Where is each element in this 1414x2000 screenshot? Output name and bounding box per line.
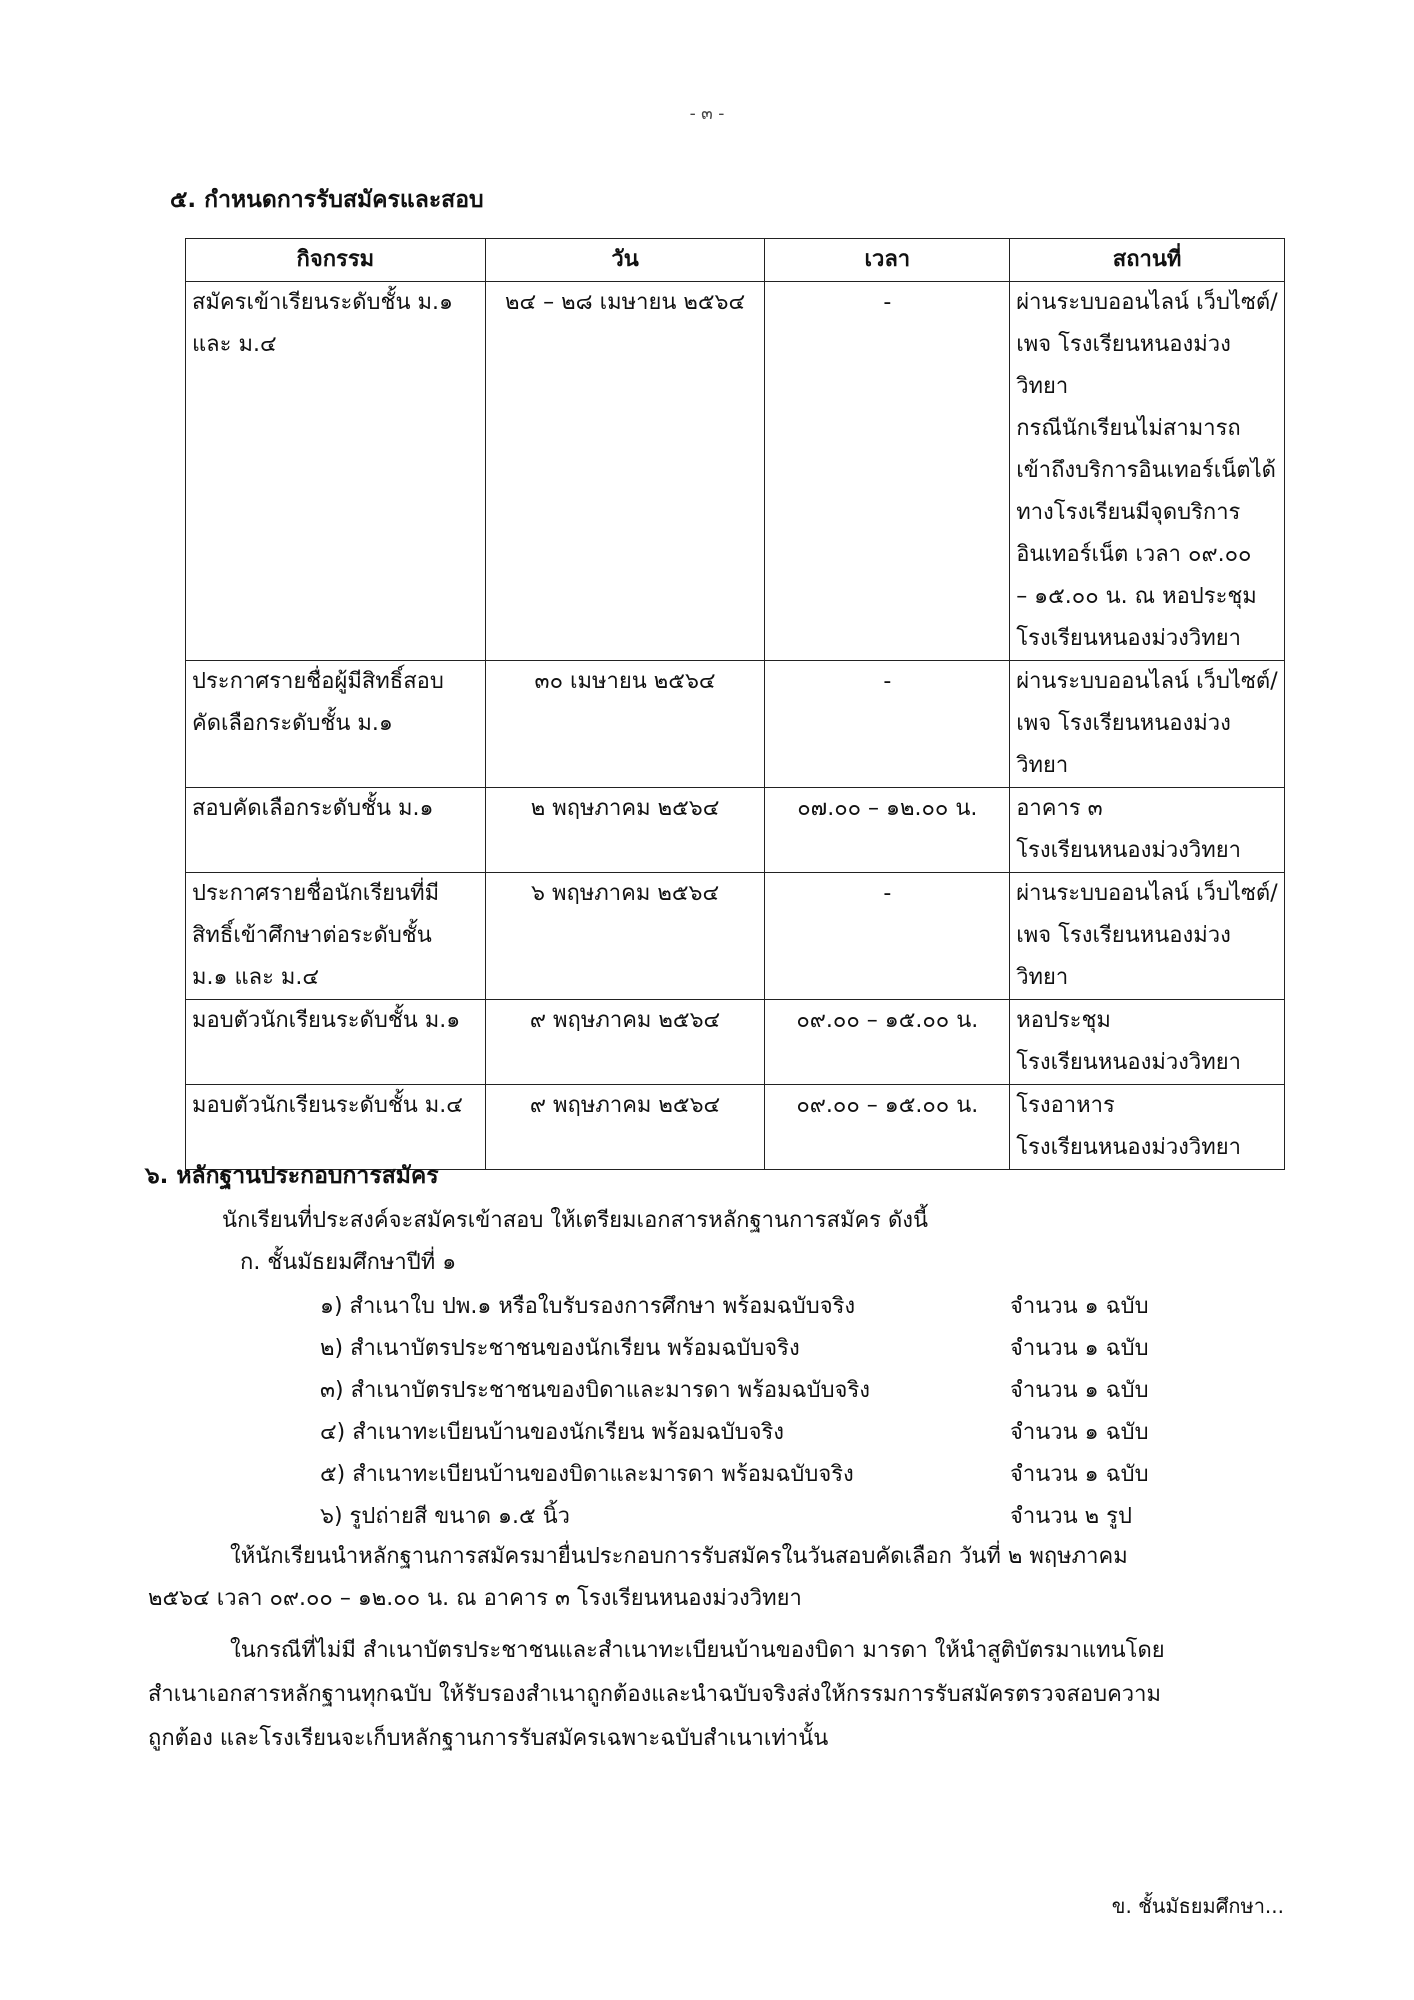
- place-cell-line: โรงเรียนหนองม่วงวิทยา: [1016, 1050, 1242, 1075]
- place-cell-line: โรงเรียนหนองม่วงวิทยา: [1016, 1135, 1242, 1160]
- place-cell-line: อาคาร ๓: [1016, 796, 1103, 821]
- document-item: ๕) สำเนาทะเบียนบ้านของบิดาและมารดา พร้อมฉบับจริง: [320, 1462, 854, 1487]
- document-count: จำนวน ๑ ฉบับ: [1010, 1336, 1149, 1361]
- date-cell: ๙ พฤษภาคม ๒๕๖๔: [485, 1085, 765, 1170]
- header-time: เวลา: [765, 239, 1010, 282]
- activity-cell: [186, 1085, 486, 1170]
- document-count: จำนวน ๑ ฉบับ: [1010, 1420, 1149, 1445]
- place-cell: [1010, 661, 1285, 788]
- activity-cell-line: และ ม.๔: [192, 332, 277, 357]
- place-cell: [1010, 873, 1285, 1000]
- time-cell: -: [765, 873, 1010, 1000]
- document-item: ๑) สำเนาใบ ปพ.๑ หรือใบรับรองการศึกษา พร้อมฉบับจริง: [320, 1294, 856, 1319]
- section5-title: ๕. กำหนดการรับสมัครและสอบ: [170, 187, 484, 213]
- date-cell: ๙ พฤษภาคม ๒๕๖๔: [485, 1000, 765, 1085]
- place-cell-line: โรงเรียนหนองม่วงวิทยา: [1016, 838, 1242, 863]
- place-cell: [1010, 1000, 1285, 1085]
- paragraph2-line3: ถูกต้อง และโรงเรียนจะเก็บหลักฐานการรับสมัครเฉพาะฉบับสำเนาเท่านั้น: [148, 1726, 829, 1751]
- activity-cell-line: มอบตัวนักเรียนระดับชั้น ม.๔: [192, 1093, 463, 1118]
- paragraph1-line1: ให้นักเรียนนำหลักฐานการสมัครมายื่นประกอบการรับสมัครในวันสอบคัดเลือก วันที่ ๒ พฤษภาคม: [230, 1544, 1128, 1569]
- time-cell: ๐๙.๐๐ – ๑๕.๐๐ น.: [765, 1085, 1010, 1170]
- activity-cell-line: สิทธิ์เข้าศึกษาต่อระดับชั้น: [192, 923, 432, 948]
- place-cell-line: เข้าถึงบริการอินเทอร์เน็ตได้: [1016, 458, 1276, 483]
- table-row: [186, 661, 1285, 788]
- activity-cell-line: ประกาศรายชื่อผู้มีสิทธิ์สอบ: [192, 669, 444, 694]
- activity-cell-line: คัดเลือกระดับชั้น ม.๑: [192, 711, 393, 736]
- activity-cell-line: ม.๑ และ ม.๔: [192, 965, 320, 990]
- date-cell: ๖ พฤษภาคม ๒๕๖๔: [485, 873, 765, 1000]
- time-cell: ๐๗.๐๐ – ๑๒.๐๐ น.: [765, 788, 1010, 873]
- time-cell: -: [765, 661, 1010, 788]
- place-cell-line: ทางโรงเรียนมีจุดบริการ: [1016, 500, 1241, 525]
- date-cell: ๒๔ – ๒๘ เมษายน ๒๕๖๔: [485, 282, 765, 661]
- document-item: ๔) สำเนาทะเบียนบ้านของนักเรียน พร้อมฉบับจริง: [320, 1420, 785, 1445]
- place-cell-line: ผ่านระบบออนไลน์ เว็บไซต์/: [1016, 669, 1278, 694]
- document-count: จำนวน ๑ ฉบับ: [1010, 1462, 1149, 1487]
- table-row: [186, 788, 1285, 873]
- date-cell: ๓๐ เมษายน ๒๕๖๔: [485, 661, 765, 788]
- list-item: [320, 1412, 1180, 1454]
- place-cell-line: ผ่านระบบออนไลน์ เว็บไซต์/: [1016, 881, 1278, 906]
- place-cell-line: เพจ โรงเรียนหนองม่วงวิทยา: [1016, 711, 1231, 778]
- document-item: ๖) รูปถ่ายสี ขนาด ๑.๕ นิ้ว: [320, 1504, 571, 1529]
- list-item: [320, 1370, 1180, 1412]
- activity-cell-line: สมัครเข้าเรียนระดับชั้น ม.๑: [192, 290, 453, 315]
- table-row: [186, 282, 1285, 661]
- date-cell: ๒ พฤษภาคม ๒๕๖๔: [485, 788, 765, 873]
- place-cell: [1010, 1085, 1285, 1170]
- list-item: [320, 1328, 1180, 1370]
- document-count: จำนวน ๒ รูป: [1010, 1504, 1132, 1529]
- activity-cell-line: ประกาศรายชื่อนักเรียนที่มี: [192, 881, 440, 906]
- list-item: [320, 1286, 1180, 1328]
- table-row: [186, 873, 1285, 1000]
- list-item: [320, 1454, 1180, 1496]
- document-count: จำนวน ๑ ฉบับ: [1010, 1294, 1149, 1319]
- place-cell-line: เพจ โรงเรียนหนองม่วงวิทยา: [1016, 332, 1231, 399]
- list-item: [320, 1496, 1180, 1538]
- place-cell-line: หอประชุม: [1016, 1008, 1111, 1033]
- place-cell-line: โรงเรียนหนองม่วงวิทยา: [1016, 626, 1242, 651]
- table-row: [186, 1000, 1285, 1085]
- header-place: สถานที่: [1010, 239, 1285, 282]
- paragraph1-line2: ๒๕๖๔ เวลา ๐๙.๐๐ – ๑๒.๐๐ น. ณ อาคาร ๓ โรงเรียนหนองม่วงวิทยา: [148, 1586, 802, 1611]
- place-cell-line: ผ่านระบบออนไลน์ เว็บไซต์/: [1016, 290, 1278, 315]
- place-cell-line: อินเทอร์เน็ต เวลา ๐๙.๐๐: [1016, 542, 1252, 567]
- activity-cell: [186, 282, 486, 661]
- level-a-heading: ก. ชั้นมัธยมศึกษาปีที่ ๑: [240, 1250, 457, 1275]
- activity-cell: [186, 1000, 486, 1085]
- section6-title: ๖. หลักฐานประกอบการสมัคร: [145, 1163, 439, 1189]
- header-activity: กิจกรรม: [186, 239, 486, 282]
- place-cell: [1010, 282, 1285, 661]
- header-date: วัน: [485, 239, 765, 282]
- place-cell-line: โรงอาหาร: [1016, 1093, 1115, 1118]
- activity-cell: [186, 873, 486, 1000]
- page-number: - ๓ -: [689, 104, 725, 124]
- time-cell: ๐๙.๐๐ – ๑๕.๐๐ น.: [765, 1000, 1010, 1085]
- time-cell: -: [765, 282, 1010, 661]
- table-header-row: [186, 239, 1285, 282]
- place-cell: [1010, 788, 1285, 873]
- document-item: ๒) สำเนาบัตรประชาชนของนักเรียน พร้อมฉบับจริง: [320, 1336, 800, 1361]
- document-item: ๓) สำเนาบัตรประชาชนของบิดาและมารดา พร้อมฉบับจริง: [320, 1378, 871, 1403]
- table-row: [186, 1085, 1285, 1170]
- paragraph2-line2: สำเนาเอกสารหลักฐานทุกฉบับ ให้รับรองสำเนาถูกต้องและนำฉบับจริงส่งให้กรรมการรับสมัครตรวจสอบความ: [148, 1682, 1161, 1707]
- place-cell-line: กรณีนักเรียนไม่สามารถ: [1016, 416, 1241, 441]
- activity-cell: [186, 788, 486, 873]
- activity-cell: [186, 661, 486, 788]
- section6-intro: นักเรียนที่ประสงค์จะสมัครเข้าสอบ ให้เตรียมเอกสารหลักฐานการสมัคร ดังนี้: [222, 1208, 929, 1233]
- document-list: [320, 1286, 1180, 1538]
- place-cell-line: เพจ โรงเรียนหนองม่วงวิทยา: [1016, 923, 1231, 990]
- schedule-body: [186, 282, 1285, 1170]
- place-cell-line: – ๑๕.๐๐ น. ณ หอประชุม: [1016, 584, 1257, 609]
- activity-cell-line: มอบตัวนักเรียนระดับชั้น ม.๑: [192, 1008, 461, 1033]
- paragraph2-line1: ในกรณีที่ไม่มี สำเนาบัตรประชาชนและสำเนาทะเบียนบ้านของบิดา มารดา ให้นำสูติบัตรมาแทนโดย: [230, 1638, 1165, 1663]
- continuation-note: ข. ชั้นมัธยมศึกษา...: [1111, 1894, 1284, 1918]
- document-count: จำนวน ๑ ฉบับ: [1010, 1378, 1149, 1403]
- schedule-table: [185, 238, 1285, 1170]
- activity-cell-line: สอบคัดเลือกระดับชั้น ม.๑: [192, 796, 434, 821]
